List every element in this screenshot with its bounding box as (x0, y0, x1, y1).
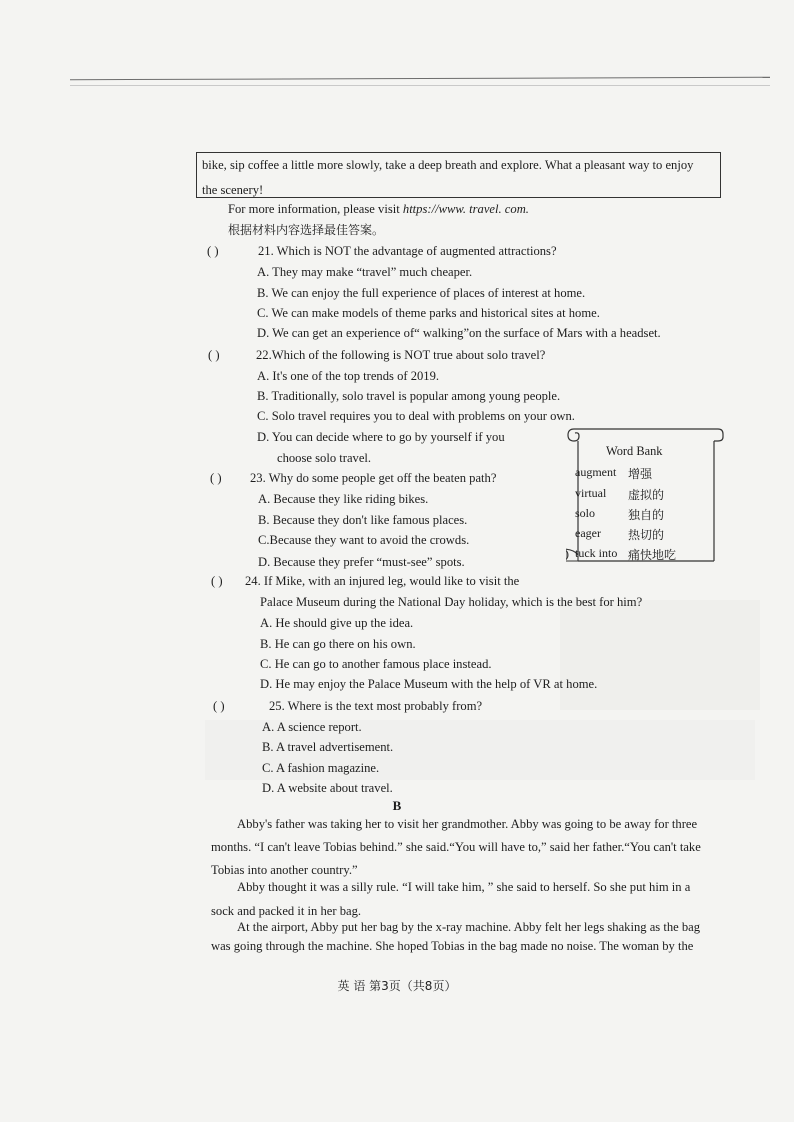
word-bank-cn: 热切的 (628, 528, 665, 542)
word-bank-cn: 增强 (628, 467, 653, 481)
passage-b-line: months. “I can't leave Tobias behind.” she said.“You will have to,” said her father.“You can't take (211, 840, 701, 854)
question-25-option-c: C. A fashion magazine. (262, 761, 380, 775)
word-bank-en: solo (575, 506, 596, 520)
more-info-prefix: For more information, please visit (228, 202, 403, 216)
word-bank-entry (575, 546, 677, 562)
question-21-stem: 21. Which is NOT the advantage of augmented attractions? (258, 244, 557, 258)
question-24-option-b: B. He can go there on his own. (260, 637, 416, 651)
answer-blank-22[interactable]: ( ) (208, 348, 220, 362)
question-23-option-b: B. Because they don't like famous places. (258, 513, 468, 527)
question-22-option-a: A. It's one of the top trends of 2019. (257, 369, 440, 383)
question-24-option-a: A. He should give up the idea. (260, 616, 414, 630)
word-bank-cn: 独自的 (628, 508, 665, 522)
question-23-option-c: C.Because they want to avoid the crowds. (258, 533, 470, 547)
question-21-option-d: D. We can get an experience of“ walking”on the surface of Mars with a headset. (257, 326, 661, 340)
question-22-option-b: B. Traditionally, solo travel is popular among young people. (257, 389, 561, 403)
header-rule-faint (70, 85, 770, 86)
page-footer: 英 语 第3页（共8页） (337, 979, 457, 993)
question-22-option-d: D. You can decide where to go by yourself if you (257, 430, 505, 444)
question-24-stem-cont: Palace Museum during the National Day holiday, which is the best for him? (260, 595, 643, 609)
word-bank-en: tuck into (575, 546, 618, 560)
more-info-line (228, 202, 529, 217)
question-25-option-a: A. A science report. (262, 720, 362, 734)
more-info-url: https://www. travel. com. (402, 202, 529, 216)
question-25-option-b: B. A travel advertisement. (262, 740, 394, 754)
question-24-option-d: D. He may enjoy the Palace Museum with the help of VR at home. (260, 677, 598, 691)
question-23-stem: 23. Why do some people get off the beaten path? (250, 471, 497, 485)
word-bank-en: virtual (575, 486, 607, 500)
passage-b-line: Tobias into another country.” (211, 863, 358, 877)
question-25-stem: 25. Where is the text most probably from? (269, 699, 483, 713)
passage-b-line: was going through the machine. She hoped Tobias in the bag made no noise. The woman by the (211, 939, 694, 953)
passage-b-line: Abby's father was taking her to visit her grandmother. Abby was going to be away for three (237, 817, 698, 831)
word-bank-cn: 痛快地吃 (628, 548, 677, 562)
question-23-option-a: A. Because they like riding bikes. (258, 492, 429, 506)
bleed-through-shade (560, 600, 760, 710)
answer-blank-23[interactable]: ( ) (210, 471, 222, 485)
question-24-option-c: C. He can go to another famous place instead. (260, 657, 492, 671)
section-b-label: B (392, 798, 402, 813)
word-bank-entry (575, 486, 665, 502)
word-bank-title: Word Bank (606, 444, 663, 458)
box-line-1: bike, sip coffee a little more slowly, take a deep breath and explore. What a pleasant way to enjoy (202, 158, 694, 172)
question-23-option-d: D. Because they prefer “must-see” spots. (258, 555, 465, 569)
instruction: 根据材料内容选择最佳答案。 (228, 223, 385, 237)
passage-b-line: At the airport, Abby put her bag by the x-ray machine. Abby felt her legs shaking as the bag (237, 920, 701, 934)
question-22-option-d-cont: choose solo travel. (277, 451, 372, 465)
passage-b-line: sock and packed it in her bag. (211, 904, 362, 918)
question-21-option-a: A. They may make “travel” much cheaper. (257, 265, 473, 279)
word-bank-entry (575, 465, 653, 481)
question-22-stem: 22.Which of the following is NOT true about solo travel? (256, 348, 546, 362)
word-bank-en: eager (575, 526, 601, 540)
header-rule (70, 77, 770, 80)
question-21-option-b: B. We can enjoy the full experience of places of interest at home. (257, 286, 586, 300)
word-bank-cn: 虚拟的 (628, 488, 665, 502)
question-24-stem: 24. If Mike, with an injured leg, would like to visit the (245, 574, 520, 588)
box-line-2: the scenery! (202, 183, 264, 197)
answer-blank-25[interactable]: ( ) (213, 699, 225, 713)
word-bank-entry (575, 506, 665, 522)
question-22-option-c: C. Solo travel requires you to deal with problems on your own. (257, 409, 575, 423)
word-bank-en: augment (575, 465, 617, 479)
answer-blank-24[interactable]: ( ) (211, 574, 223, 588)
question-25-option-d: D. A website about travel. (262, 781, 393, 795)
passage-b-line: Abby thought it was a silly rule. “I will take him, ” she said to herself. So she put him in a (237, 880, 691, 894)
answer-blank-21[interactable]: ( ) (207, 244, 219, 258)
question-21-option-c: C. We can make models of theme parks and historical sites at home. (257, 306, 600, 320)
word-bank-entry (575, 526, 665, 542)
